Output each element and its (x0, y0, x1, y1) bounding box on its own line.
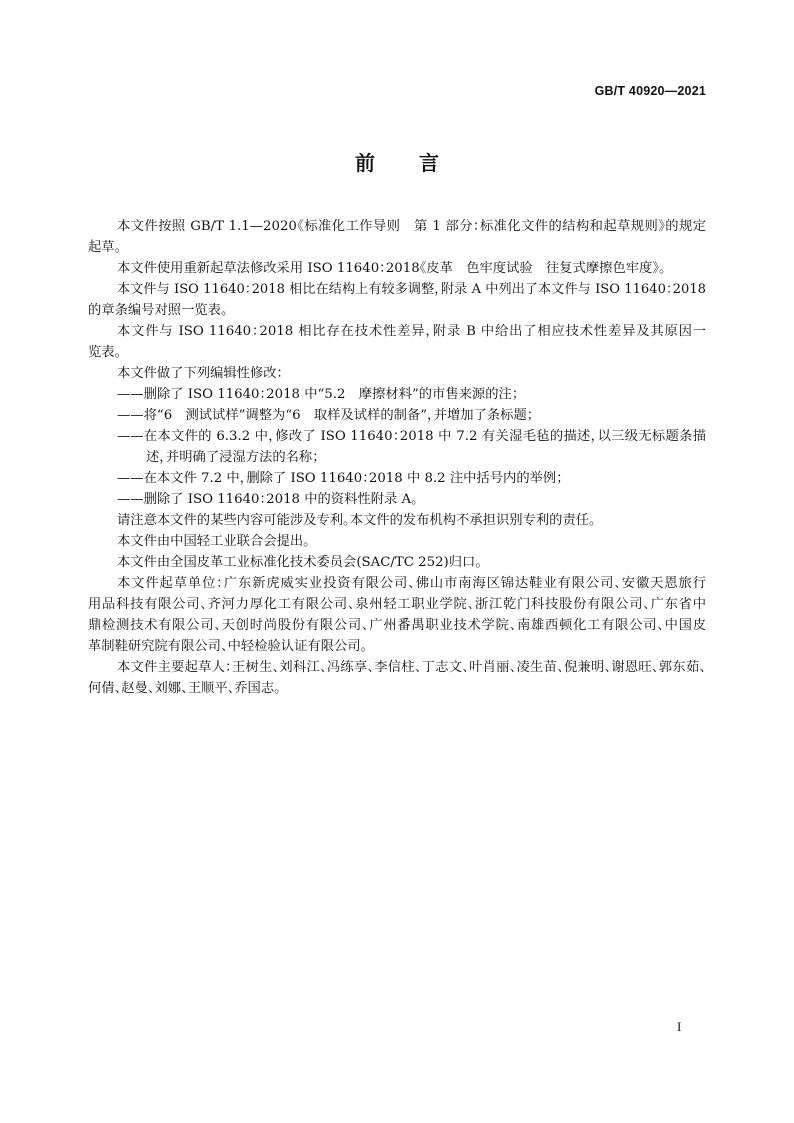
list-item (88, 384, 706, 405)
paragraph-line: 览表。 (88, 345, 122, 360)
paragraph-drafting-organizations (88, 573, 706, 657)
paragraph-line: 本文件主要起草人：王树生、刘科江、冯练享、李信柱、丁志文、叶肖丽、凌生苗、倪兼明、谢恩旺、郭东茹、 (117, 660, 706, 675)
standard-code: GB/T 40920—2021 (594, 84, 706, 98)
list-item (88, 468, 706, 489)
paragraph-line: 本文件按照 GB/T 1.1—2020《标准化工作导则 第 1 部分：标准化文件的结构和起草规则》的规定 (117, 219, 706, 234)
paragraph-structural-changes (88, 279, 706, 321)
list-item-line: ——在本文件的 6.3.2 中，修改了 ISO 11640：2018 中 7.2 有关湿毛毡的描述，以三级无标题条描 (117, 429, 706, 444)
list-item-line: ——删除了 ISO 11640：2018 中的资料性附录 A。 (117, 492, 418, 507)
paragraph-adoption-method (88, 258, 706, 279)
paragraph-technical-committee (88, 552, 706, 573)
paragraph-line: 请注意本文件的某些内容可能涉及专利。本文件的发布机构不承担识别专利的责任。 (117, 513, 596, 528)
edit-list (88, 384, 706, 510)
list-item (88, 489, 706, 510)
paragraph-line: 本文件做了下列编辑性修改： (117, 366, 284, 381)
foreword-body (88, 216, 706, 699)
paragraph-line: 的章条编号对照一览表。 (88, 303, 228, 318)
paragraph-line: 本文件由全国皮革工业标准化技术委员会(SAC/TC 252)归口。 (117, 555, 482, 570)
page-title: 前 言 (355, 151, 451, 175)
paragraph-line: 本文件使用重新起草法修改采用 ISO 11640：2018《皮革 色牢度试验 往复式摩擦色牢度》。 (117, 261, 666, 276)
list-item (88, 426, 706, 468)
paragraph-drafting-rules (88, 216, 706, 258)
paragraph-line: 本文件由中国轻工业联合会提出。 (117, 534, 310, 549)
paragraph-editorial-changes-intro (88, 363, 706, 384)
paragraph-technical-differences (88, 321, 706, 363)
paragraph-patent-notice (88, 510, 706, 531)
paragraph-line: 用品科技有限公司、齐河力厚化工有限公司、泉州轻工职业学院、浙江乾门科技股份有限公司、广东省中 (88, 597, 706, 612)
paragraph-main-drafters (88, 657, 706, 699)
paragraph-line: 革制鞋研究院有限公司、中轻检验认证有限公司。 (88, 639, 368, 654)
list-item-line: ——在本文件 7.2 中，删除了 ISO 11640：2018 中 8.2 注中括号内的举例； (117, 471, 563, 486)
paragraph-line: 本文件起草单位：广东新虎威实业投资有限公司、佛山市南海区锦达鞋业有限公司、安徽天恩旅行 (117, 576, 706, 591)
list-item (88, 405, 706, 426)
list-item-line: ——删除了 ISO 11640：2018 中“5.2 摩擦材料”的市售来源的注； (117, 387, 519, 402)
list-item-line: ——将“6 测试试样”调整为“6 取样及试样的制备”，并增加了条标题； (117, 408, 534, 423)
paragraph-line: 起草。 (88, 240, 122, 255)
paragraph-line: 本文件与 ISO 11640：2018 相比在结构上有较多调整，附录 A 中列出了本文件与 ISO 11640：2018 (117, 282, 706, 297)
paragraph-line: 鼎检测技术有限公司、天创时尚股份有限公司、广州番禺职业技术学院、南雄西顿化工有限公司、中国皮 (88, 618, 706, 633)
list-item-line: 述，并明确了浸湿方法的名称； (146, 450, 319, 465)
paragraph-line: 本文件与 ISO 11640：2018 相比存在技术性差异，附录 B 中给出了相应技术性差异及其原因一 (117, 324, 706, 339)
paragraph-proposer (88, 531, 706, 552)
paragraph-line: 何倩、赵曼、刘娜、王顺平、乔国志。 (88, 681, 281, 696)
page-number: I (677, 1019, 682, 1034)
